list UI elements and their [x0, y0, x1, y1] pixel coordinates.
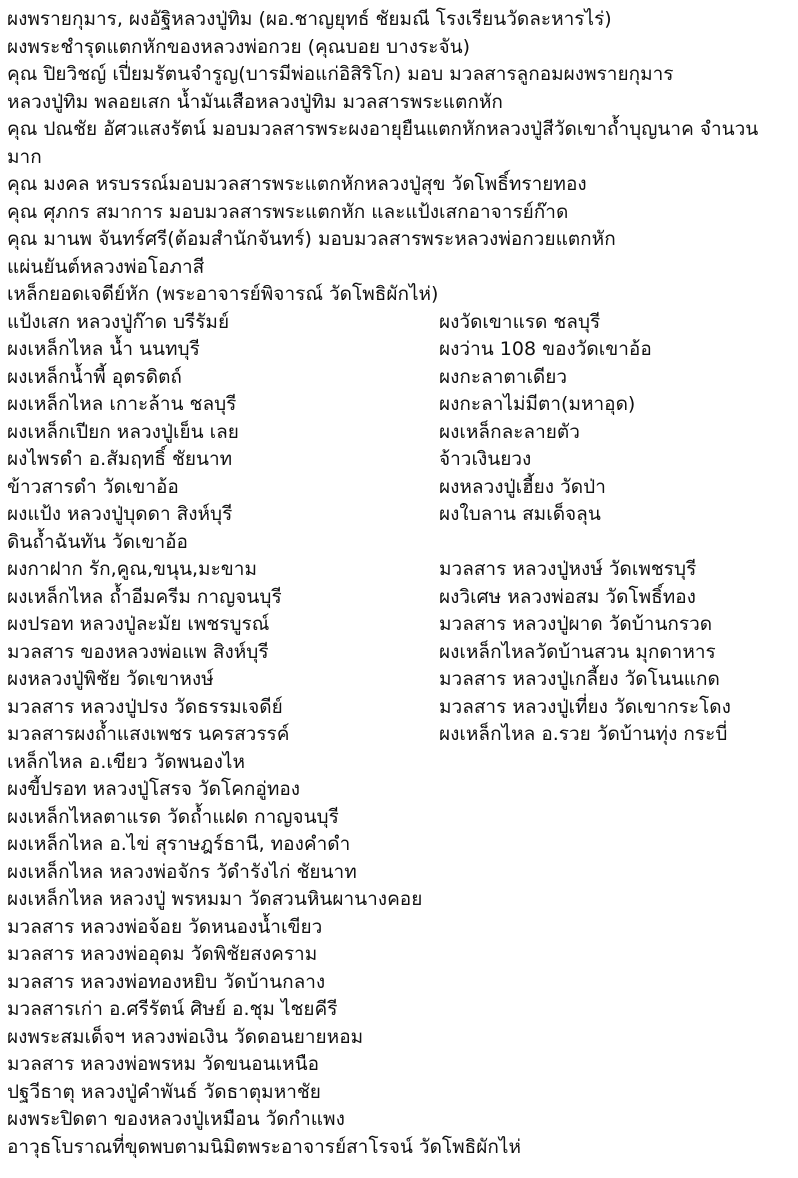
text-line: มวลสารเก่า อ.ศรีรัตน์ ศิษย์ อ.ชุม ไชยคีรี: [7, 998, 338, 1020]
list-item: ดินถ้ำฉันทัน วัดเขาอ้อ: [7, 530, 188, 553]
list-item: ผงเหล็กเปียก หลวงปู่เย็น เลย: [7, 420, 239, 443]
text-line: มวลสาร หลวงพ่ออุดม วัดพิชัยสงคราม: [7, 943, 318, 965]
text-line: ผงเหล็กไหลตาแรด วัดถ้ำแฝด กาญจนบุรี: [7, 805, 339, 828]
list-item: มวลสารผงถ้ำแสงเพชร นครสวรรค์: [7, 723, 290, 745]
text-line: มวลสาร หลวงพ่อจ้อย วัดหนองน้ำเขียว: [7, 915, 323, 938]
text-line: คุณ มานพ จันทร์ศรี(ต้อมสำนักจันทร์) มอบมวลสารพระหลวงพ่อกวยแตกหัก: [7, 228, 616, 250]
list-item: มวลสาร หลวงปู่หงษ์ วัดเพชรบุรี: [439, 558, 697, 580]
text-line: ผงขี้ปรอท หลวงปู่โสรจ วัดโคกอู่ทอง: [7, 778, 301, 800]
text-line: ผงเหล็กไหล หลวงปู่ พรหมมา วัดสวนหินผานางคอย: [7, 888, 423, 910]
list-item: แป้งเสก หลวงปู่ก๊าด บรีรัมย์: [7, 310, 230, 333]
text-line: ผงพรายกุมาร, ผงอัฐิหลวงปู่ทิม (ผอ.ชาญยุทธ์ ชัยมณี โรงเรียนวัดละหารไร่): [7, 8, 612, 30]
text-line: ผงพระปิดตา ของหลวงปู่เหมือน วัดกำแพง: [7, 1108, 345, 1130]
text-line-wrapped: คุณ ปณชัย อัศวแสงรัตน์ มอบมวลสารพระผงอายุยืนแตกหักหลวงปู่สีวัดเขาถ้ำบุญนาค จำนวนมาก: [7, 118, 759, 168]
list-item: ผงเหล็กไหลวัดบ้านสวน มุกดาหาร: [439, 640, 716, 663]
list-item: จ้าวเงินยวง: [439, 448, 532, 470]
list-item: ผงกาฝาก รัก,คูณ,ขนุน,มะขาม: [7, 558, 257, 580]
list-item: ผงวัดเขาแรด ชลบุรี: [439, 310, 601, 333]
text-line: ผงพระสมเด็จฯ หลวงพ่อเงิน วัดดอนยายหอม: [7, 1025, 364, 1048]
text-line: คุณ มงคล หรบรรณ์มอบมวลสารพระแตกหักหลวงปู่สุข วัดโพธิ์ทรายทอง: [7, 173, 587, 195]
text-line: แผ่นยันต์หลวงพ่อโอภาสี: [7, 255, 205, 278]
text-line: ปฐวีธาตุ หลวงปู่คำพันธ์ วัดธาตุมหาชัย: [7, 1080, 321, 1103]
list-item-empty: [439, 529, 791, 557]
list-item: ผงเหล็กไหล เกาะล้าน ชลบุรี: [7, 393, 237, 415]
two-column-list: [7, 309, 791, 749]
intro-section: [7, 6, 791, 309]
text-line: มวลสาร หลวงพ่อพรหม วัดขนอนเหนือ: [7, 1053, 320, 1075]
text-line: คุณ ศุภกร สมาการ มอบมวลสารพระแตกหัก และแป้งเสกอาจารย์ก๊าด: [7, 200, 569, 223]
text-line: ผงเหล็กไหล อ.ไข่ สุราษฎร์ธานี, ทองคำดำ: [7, 833, 351, 855]
list-item: ผงหลวงปู่เฮี้ยง วัดป่า: [439, 475, 606, 498]
list-item: มวลสาร หลวงปู่ผาด วัดบ้านกรวด: [439, 613, 713, 635]
list-item: มวลสาร หลวงปู่เที่ยง วัดเขากระโดง: [439, 695, 731, 718]
list-item: ผงแป้ง หลวงปู่บุดดา สิงห์บุรี: [7, 503, 233, 525]
list-item: ผงไพรดำ อ.สัมฤทธิ์ ชัยนาท: [7, 448, 233, 470]
list-item: ผงเหล็กไหล อ.รวย วัดบ้านทุ่ง กระบี่: [439, 723, 728, 745]
list-item: ผงเหล็กน้ำพี้ อุตรดิตถ์: [7, 365, 182, 388]
list-item: ผงว่าน 108 ของวัดเขาอ้อ: [439, 338, 652, 360]
list-item: มวลสาร หลวงปู่ปรง วัดธรรมเจดีย์: [7, 695, 283, 718]
text-line: ผงพระชำรุดแตกหักของหลวงพ่อกวย (คุณบอย บางระจัน): [7, 35, 470, 58]
document-body: [7, 6, 791, 1161]
text-line: เหล็กไหล อ.เขียว วัดพนองไห: [7, 750, 245, 773]
text-line: คุณ ปิยวิชญ์ เปี่ยมรัตนจำรูญ(บารมีพ่อแก่อิสิริโก) มอบ มวลสารลูกอมผงพรายกุมาร: [7, 63, 674, 85]
text-line: มวลสาร หลวงพ่อทองหยิบ วัดบ้านกลาง: [7, 970, 326, 993]
list-item: ผงกะลาไม่มีตา(มหาอุด): [439, 393, 636, 415]
list-item: ผงเหล็กไหล ถ้ำอีมครีม กาญจนบุรี: [7, 585, 282, 608]
left-column: [7, 309, 439, 749]
list-item: ผงใบลาน สมเด็จลุน: [439, 503, 601, 525]
list-item: ผงเหล็กไหล น้ำ นนทบุรี: [7, 338, 200, 360]
text-line: ผงเหล็กไหล หลวงพ่อจักร วัดำรังไก่ ชัยนาท: [7, 860, 357, 883]
right-column: [439, 309, 791, 749]
outro-section: [7, 749, 791, 1162]
list-item: มวลสาร ของหลวงพ่อแพ สิงห์บุรี: [7, 640, 269, 663]
list-item: ผงเหล็กละลายตัว: [439, 420, 580, 443]
list-item: ผงกะลาตาเดียว: [439, 365, 568, 388]
list-item: ข้าวสารดำ วัดเขาอ้อ: [7, 475, 179, 498]
list-item: ผงปรอท หลวงปู่ละมัย เพชรบูรณ์: [7, 613, 270, 635]
text-line: อาวุธโบราณที่ขุดพบตามนิมิตพระอาจารย์สาโรจน์ วัดโพธิผักไห่: [7, 1135, 521, 1158]
list-item: มวลสาร หลวงปู่เกลี้ยง วัดโนนแกด: [439, 668, 720, 690]
text-line: เหล็กยอดเจดีย์หัก (พระอาจารย์พิจารณ์ วัดโพธิผักไห่): [7, 283, 439, 305]
list-item: ผงหลวงปู่พิชัย วัดเขาหงษ์: [7, 668, 214, 690]
text-line: หลวงปู่ทิม พลอยเสก น้ำมันเสือหลวงปู่ทิม มวลสารพระแตกหัก: [7, 90, 503, 113]
list-item: ผงวิเศษ หลวงพ่อสม วัดโพธิ์ทอง: [439, 585, 696, 608]
